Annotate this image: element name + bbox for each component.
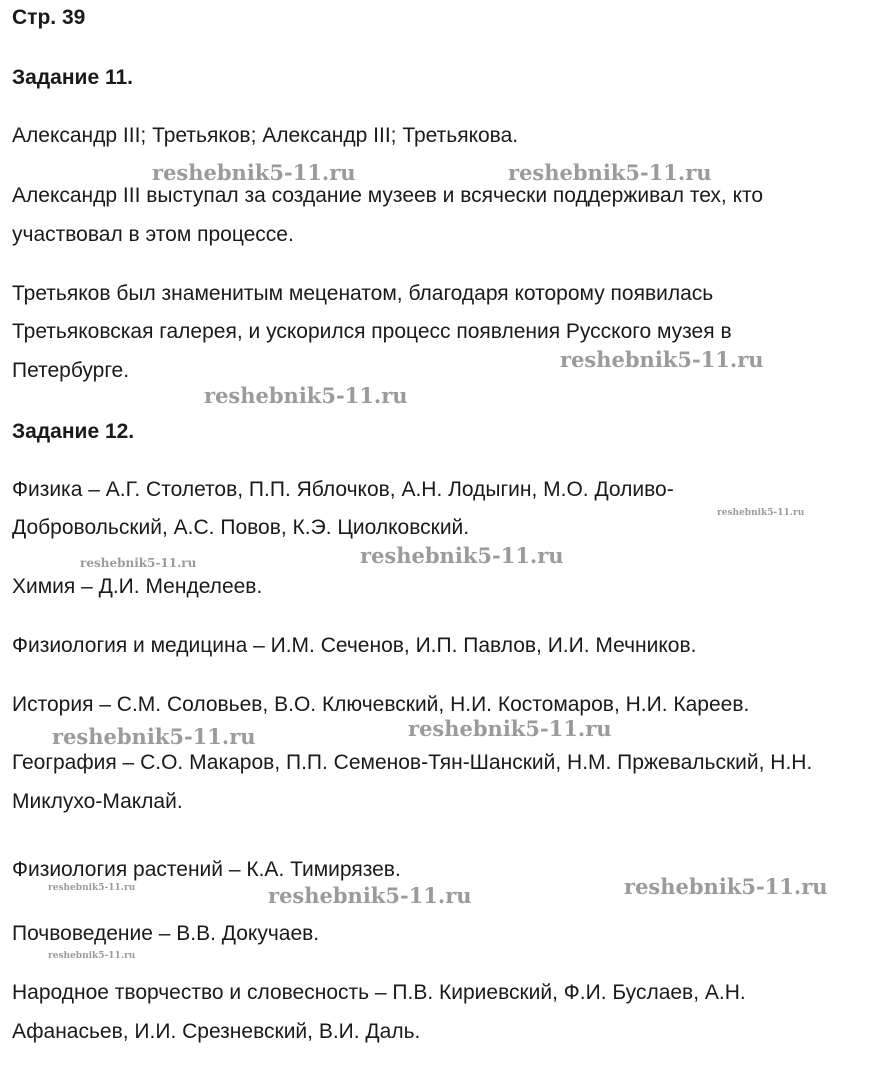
task-11-paragraph-1-line-2: участвовал в этом процессе. — [12, 223, 294, 246]
task-11-paragraph-2-line-3: Петербурге. — [12, 359, 130, 382]
watermark: reshebnik5-11.ru — [717, 508, 805, 518]
watermark: reshebnik5-11.ru — [80, 556, 197, 570]
watermark: reshebnik5-11.ru — [204, 383, 408, 408]
watermark: reshebnik5-11.ru — [48, 883, 136, 893]
watermark: reshebnik5-11.ru — [268, 883, 472, 908]
task-11-paragraph-2-line-2: Третьяковская галерея, и ускорился процесс появления Русского музея в — [12, 320, 732, 343]
history-line: История – С.М. Соловьев, В.О. Ключевский, Н.И. Костомаров, Н.И. Кареев. — [12, 693, 750, 716]
geography-line-1: География – С.О. Макаров, П.П. Семенов-Тян-Шанский, Н.М. Пржевальский, Н.Н. — [12, 751, 813, 774]
watermark: reshebnik5-11.ru — [52, 724, 256, 749]
plant-physiology-line: Физиология растений – К.А. Тимирязев. — [12, 858, 401, 881]
chemistry-line: Химия – Д.И. Менделеев. — [12, 575, 263, 598]
watermark: reshebnik5-11.ru — [360, 543, 564, 568]
page-number: Стр. 39 — [12, 6, 86, 29]
watermark: reshebnik5-11.ru — [508, 160, 712, 185]
folklore-line-1: Народное творчество и словесность – П.В. Кириевский, Ф.И. Буслаев, А.Н. — [12, 981, 746, 1004]
watermark: reshebnik5-11.ru — [624, 874, 828, 899]
physics-line-1: Физика – А.Г. Столетов, П.П. Яблочков, А.Н. Лодыгин, М.О. Доливо- — [12, 478, 674, 501]
physiology-medicine-line: Физиология и медицина – И.М. Сеченов, И.П. Павлов, И.И. Мечников. — [12, 634, 697, 657]
task-12-heading: Задание 12. — [12, 420, 135, 443]
watermark: reshebnik5-11.ru — [48, 951, 136, 961]
physics-line-2: Добровольский, А.С. Повов, К.Э. Циолковский. — [12, 516, 470, 539]
task-11-paragraph-1-line-1: Александр III выступал за создание музеев и всячески поддерживал тех, кто — [12, 184, 764, 207]
geography-line-2: Миклухо-Маклай. — [12, 790, 183, 813]
task-11-answer: Александр III; Третьяков; Александр III; Третьякова. — [12, 124, 519, 147]
task-11-paragraph-2-line-1: Третьяков был знаменитым меценатом, благодаря которому появилась — [12, 282, 714, 305]
watermark: reshebnik5-11.ru — [560, 347, 764, 372]
task-11-heading: Задание 11. — [12, 66, 133, 89]
soil-science-line: Почвоведение – В.В. Докучаев. — [12, 922, 320, 945]
watermark: reshebnik5-11.ru — [152, 160, 356, 185]
folklore-line-2: Афанасьев, И.И. Срезневский, В.И. Даль. — [12, 1020, 421, 1043]
watermark: reshebnik5-11.ru — [408, 716, 612, 741]
